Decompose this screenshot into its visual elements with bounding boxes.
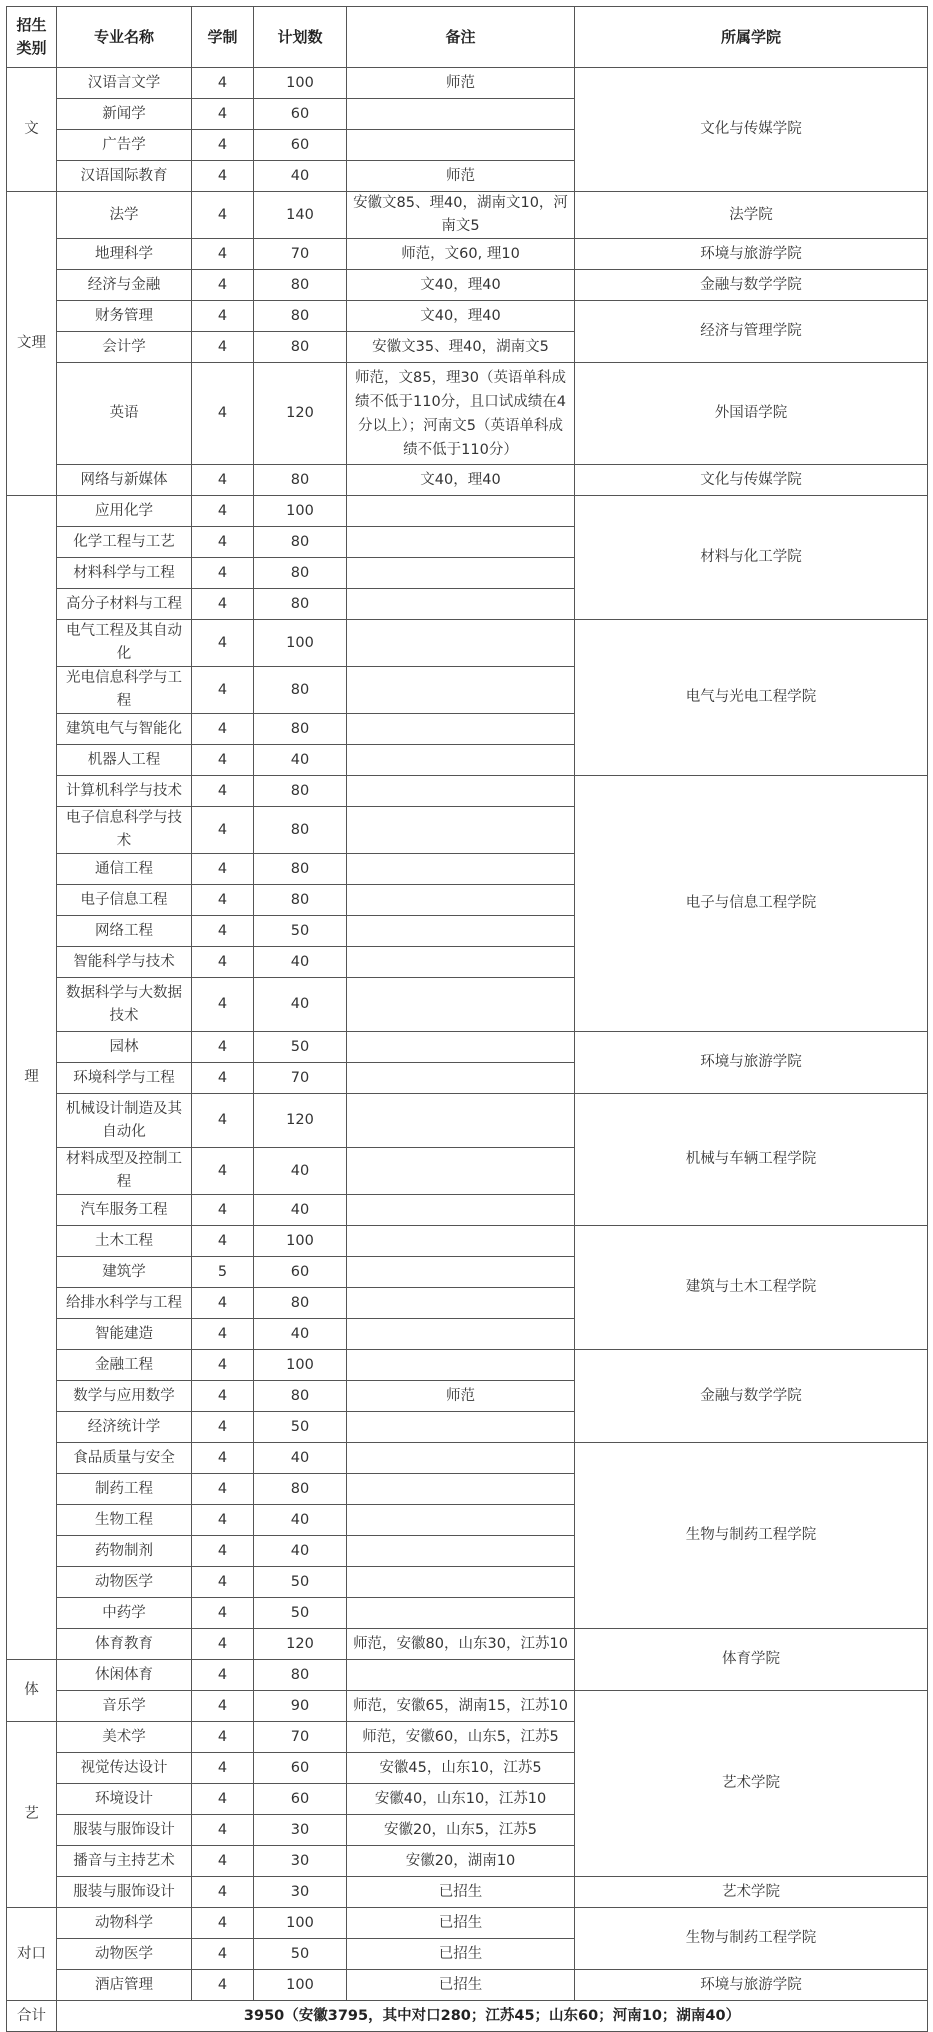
note-cell [347, 1288, 575, 1319]
note-cell: 师范，文85，理30（英语单科成绩不低于110分，且口试成绩在4分以上）；河南文5（英语单科成绩不低于110分） [347, 363, 575, 465]
major-cell: 财务管理 [57, 301, 192, 332]
plan-cell: 30 [254, 1877, 347, 1908]
years-cell: 4 [192, 332, 254, 363]
table-row [7, 301, 928, 332]
major-cell: 动物医学 [57, 1567, 192, 1598]
major-cell: 园林 [57, 1032, 192, 1063]
college-cell: 文化与传媒学院 [575, 68, 928, 192]
note-cell [347, 947, 575, 978]
major-cell: 生物工程 [57, 1505, 192, 1536]
years-cell: 4 [192, 885, 254, 916]
major-cell: 光电信息科学与工程 [57, 667, 192, 714]
major-cell: 建筑学 [57, 1257, 192, 1288]
years-cell: 4 [192, 978, 254, 1032]
major-cell: 环境设计 [57, 1784, 192, 1815]
note-cell [347, 558, 575, 589]
header-plan: 计划数 [254, 7, 347, 68]
note-cell: 安徽45，山东10，江苏5 [347, 1753, 575, 1784]
note-cell: 已招生 [347, 1877, 575, 1908]
major-cell: 动物医学 [57, 1939, 192, 1970]
plan-cell: 80 [254, 1660, 347, 1691]
note-cell [347, 1063, 575, 1094]
plan-cell: 80 [254, 527, 347, 558]
plan-cell: 40 [254, 161, 347, 192]
plan-cell: 120 [254, 363, 347, 465]
major-cell: 电子信息科学与技术 [57, 807, 192, 854]
table-row [7, 68, 928, 99]
years-cell: 4 [192, 714, 254, 745]
major-cell: 视觉传达设计 [57, 1753, 192, 1784]
plan-cell: 50 [254, 1598, 347, 1629]
plan-cell: 70 [254, 239, 347, 270]
years-cell: 4 [192, 270, 254, 301]
years-cell: 4 [192, 301, 254, 332]
note-cell [347, 776, 575, 807]
plan-cell: 80 [254, 885, 347, 916]
years-cell: 4 [192, 1753, 254, 1784]
college-cell: 电气与光电工程学院 [575, 620, 928, 776]
major-cell: 汉语言文学 [57, 68, 192, 99]
years-cell: 4 [192, 1908, 254, 1939]
note-cell [347, 1567, 575, 1598]
table-row [7, 1970, 928, 2001]
major-cell: 中药学 [57, 1598, 192, 1629]
plan-cell: 40 [254, 1443, 347, 1474]
note-cell [347, 99, 575, 130]
note-cell [347, 916, 575, 947]
table-row [7, 776, 928, 807]
note-cell: 已招生 [347, 1908, 575, 1939]
college-cell: 金融与数学学院 [575, 270, 928, 301]
plan-cell: 80 [254, 270, 347, 301]
years-cell: 4 [192, 589, 254, 620]
table-row [7, 239, 928, 270]
years-cell: 4 [192, 1815, 254, 1846]
plan-cell: 80 [254, 589, 347, 620]
major-cell: 休闲体育 [57, 1660, 192, 1691]
major-cell: 通信工程 [57, 854, 192, 885]
major-cell: 机械设计制造及其自动化 [57, 1094, 192, 1148]
header-category-line2: 类别 [16, 39, 47, 57]
table-row [7, 270, 928, 301]
note-cell [347, 1350, 575, 1381]
college-cell: 材料与化工学院 [575, 496, 928, 620]
table-row [7, 192, 928, 239]
years-cell: 4 [192, 1691, 254, 1722]
college-cell: 生物与制药工程学院 [575, 1908, 928, 1970]
plan-cell: 50 [254, 1412, 347, 1443]
table-row [7, 1350, 928, 1381]
major-cell: 法学 [57, 192, 192, 239]
note-cell [347, 885, 575, 916]
years-cell: 4 [192, 68, 254, 99]
years-cell: 4 [192, 1319, 254, 1350]
note-cell: 文40，理40 [347, 465, 575, 496]
plan-cell: 40 [254, 1319, 347, 1350]
years-cell: 4 [192, 1722, 254, 1753]
major-cell: 酒店管理 [57, 1970, 192, 2001]
note-cell [347, 1536, 575, 1567]
college-cell: 文化与传媒学院 [575, 465, 928, 496]
total-label: 合计 [7, 2001, 57, 2032]
major-cell: 音乐学 [57, 1691, 192, 1722]
years-cell: 4 [192, 1443, 254, 1474]
years-cell: 4 [192, 620, 254, 667]
note-cell: 师范，安徽65，湖南15，江苏10 [347, 1691, 575, 1722]
years-cell: 4 [192, 1505, 254, 1536]
years-cell: 4 [192, 130, 254, 161]
plan-cell: 40 [254, 745, 347, 776]
header-category [7, 7, 57, 68]
plan-cell: 140 [254, 192, 347, 239]
category-cell: 文理 [7, 192, 57, 496]
note-cell [347, 527, 575, 558]
note-cell: 安徽40，山东10，江苏10 [347, 1784, 575, 1815]
major-cell: 数据科学与大数据技术 [57, 978, 192, 1032]
college-cell: 电子与信息工程学院 [575, 776, 928, 1032]
plan-cell: 80 [254, 776, 347, 807]
years-cell: 4 [192, 1660, 254, 1691]
years-cell: 4 [192, 916, 254, 947]
note-cell [347, 620, 575, 667]
header-major: 专业名称 [57, 7, 192, 68]
major-cell: 土木工程 [57, 1226, 192, 1257]
years-cell: 4 [192, 1032, 254, 1063]
years-cell: 4 [192, 99, 254, 130]
college-cell: 环境与旅游学院 [575, 1032, 928, 1094]
note-cell: 已招生 [347, 1970, 575, 2001]
major-cell: 服装与服饰设计 [57, 1815, 192, 1846]
plan-cell: 40 [254, 1148, 347, 1195]
table-row [7, 496, 928, 527]
years-cell: 4 [192, 1474, 254, 1505]
major-cell: 智能科学与技术 [57, 947, 192, 978]
major-cell: 经济统计学 [57, 1412, 192, 1443]
plan-cell: 100 [254, 1350, 347, 1381]
plan-cell: 80 [254, 1474, 347, 1505]
plan-cell: 80 [254, 807, 347, 854]
plan-cell: 60 [254, 130, 347, 161]
note-cell [347, 1505, 575, 1536]
years-cell: 4 [192, 1970, 254, 2001]
table-row [7, 1908, 928, 1939]
years-cell: 4 [192, 1846, 254, 1877]
total-value: 3950（安徽3795，其中对口280；江苏45；山东60；河南10；湖南40） [57, 2001, 928, 2032]
category-cell: 艺 [7, 1722, 57, 1908]
major-cell: 会计学 [57, 332, 192, 363]
table-row [7, 363, 928, 465]
note-cell: 师范 [347, 68, 575, 99]
years-cell: 4 [192, 1939, 254, 1970]
category-cell: 对口 [7, 1908, 57, 2001]
plan-cell: 80 [254, 1381, 347, 1412]
years-cell: 4 [192, 1148, 254, 1195]
note-cell [347, 1319, 575, 1350]
college-cell: 经济与管理学院 [575, 301, 928, 363]
college-cell: 法学院 [575, 192, 928, 239]
header-note: 备注 [347, 7, 575, 68]
plan-cell: 80 [254, 1288, 347, 1319]
note-cell [347, 1660, 575, 1691]
note-cell: 师范，安徽80，山东30，江苏10 [347, 1629, 575, 1660]
note-cell: 师范 [347, 161, 575, 192]
note-cell: 安徽文35、理40，湖南文5 [347, 332, 575, 363]
college-cell: 生物与制药工程学院 [575, 1443, 928, 1629]
years-cell: 4 [192, 776, 254, 807]
header-college: 所属学院 [575, 7, 928, 68]
header-category-line1: 招生 [16, 16, 47, 34]
plan-cell: 80 [254, 558, 347, 589]
note-cell [347, 854, 575, 885]
table-row [7, 465, 928, 496]
note-cell [347, 1195, 575, 1226]
major-cell: 汉语国际教育 [57, 161, 192, 192]
major-cell: 电气工程及其自动化 [57, 620, 192, 667]
major-cell: 食品质量与安全 [57, 1443, 192, 1474]
years-cell: 4 [192, 1063, 254, 1094]
table-body [7, 68, 928, 2001]
major-cell: 数学与应用数学 [57, 1381, 192, 1412]
years-cell: 4 [192, 496, 254, 527]
major-cell: 英语 [57, 363, 192, 465]
plan-cell: 60 [254, 1753, 347, 1784]
note-cell [347, 1474, 575, 1505]
note-cell: 文40，理40 [347, 270, 575, 301]
major-cell: 网络工程 [57, 916, 192, 947]
college-cell: 金融与数学学院 [575, 1350, 928, 1443]
major-cell: 经济与金融 [57, 270, 192, 301]
admission-plan-table-container [6, 6, 927, 2032]
major-cell: 广告学 [57, 130, 192, 161]
table-row [7, 1443, 928, 1474]
note-cell [347, 1257, 575, 1288]
note-cell: 师范 [347, 1381, 575, 1412]
plan-cell: 50 [254, 1567, 347, 1598]
note-cell [347, 745, 575, 776]
note-cell: 安徽20，山东5，江苏5 [347, 1815, 575, 1846]
plan-cell: 100 [254, 68, 347, 99]
years-cell: 4 [192, 192, 254, 239]
major-cell: 制药工程 [57, 1474, 192, 1505]
plan-cell: 60 [254, 99, 347, 130]
years-cell: 4 [192, 1567, 254, 1598]
major-cell: 体育教育 [57, 1629, 192, 1660]
header-years: 学制 [192, 7, 254, 68]
years-cell: 5 [192, 1257, 254, 1288]
plan-cell: 30 [254, 1815, 347, 1846]
major-cell: 材料成型及控制工程 [57, 1148, 192, 1195]
plan-cell: 80 [254, 714, 347, 745]
plan-cell: 70 [254, 1722, 347, 1753]
plan-cell: 100 [254, 496, 347, 527]
major-cell: 应用化学 [57, 496, 192, 527]
years-cell: 4 [192, 745, 254, 776]
major-cell: 药物制剂 [57, 1536, 192, 1567]
table-row [7, 1032, 928, 1063]
college-cell: 环境与旅游学院 [575, 1970, 928, 2001]
years-cell: 4 [192, 667, 254, 714]
major-cell: 播音与主持艺术 [57, 1846, 192, 1877]
plan-cell: 40 [254, 978, 347, 1032]
table-row [7, 1094, 928, 1148]
major-cell: 电子信息工程 [57, 885, 192, 916]
plan-cell: 80 [254, 854, 347, 885]
major-cell: 动物科学 [57, 1908, 192, 1939]
plan-cell: 80 [254, 465, 347, 496]
total-row [7, 2001, 928, 2032]
years-cell: 4 [192, 527, 254, 558]
category-cell: 理 [7, 496, 57, 1660]
years-cell: 4 [192, 558, 254, 589]
note-cell [347, 130, 575, 161]
note-cell [347, 496, 575, 527]
note-cell: 文40，理40 [347, 301, 575, 332]
table-row [7, 1691, 928, 1722]
years-cell: 4 [192, 1412, 254, 1443]
major-cell: 高分子材料与工程 [57, 589, 192, 620]
major-cell: 环境科学与工程 [57, 1063, 192, 1094]
note-cell [347, 589, 575, 620]
years-cell: 4 [192, 1598, 254, 1629]
plan-cell: 40 [254, 1505, 347, 1536]
years-cell: 4 [192, 1629, 254, 1660]
plan-cell: 120 [254, 1094, 347, 1148]
major-cell: 美术学 [57, 1722, 192, 1753]
plan-cell: 100 [254, 1226, 347, 1257]
note-cell [347, 1443, 575, 1474]
college-cell: 艺术学院 [575, 1691, 928, 1877]
major-cell: 网络与新媒体 [57, 465, 192, 496]
note-cell [347, 1412, 575, 1443]
major-cell: 金融工程 [57, 1350, 192, 1381]
years-cell: 4 [192, 465, 254, 496]
plan-cell: 90 [254, 1691, 347, 1722]
note-cell [347, 1226, 575, 1257]
note-cell: 安徽20，湖南10 [347, 1846, 575, 1877]
major-cell: 计算机科学与技术 [57, 776, 192, 807]
note-cell [347, 714, 575, 745]
major-cell: 汽车服务工程 [57, 1195, 192, 1226]
years-cell: 4 [192, 947, 254, 978]
years-cell: 4 [192, 1094, 254, 1148]
plan-cell: 60 [254, 1784, 347, 1815]
note-cell [347, 978, 575, 1032]
years-cell: 4 [192, 807, 254, 854]
years-cell: 4 [192, 1381, 254, 1412]
plan-cell: 50 [254, 1939, 347, 1970]
plan-cell: 80 [254, 667, 347, 714]
years-cell: 4 [192, 1536, 254, 1567]
major-cell: 新闻学 [57, 99, 192, 130]
major-cell: 建筑电气与智能化 [57, 714, 192, 745]
plan-cell: 50 [254, 1032, 347, 1063]
table-row [7, 1226, 928, 1257]
years-cell: 4 [192, 1288, 254, 1319]
college-cell: 体育学院 [575, 1629, 928, 1691]
years-cell: 4 [192, 1226, 254, 1257]
table-row [7, 620, 928, 667]
years-cell: 4 [192, 1195, 254, 1226]
years-cell: 4 [192, 363, 254, 465]
years-cell: 4 [192, 1350, 254, 1381]
major-cell: 机器人工程 [57, 745, 192, 776]
plan-cell: 30 [254, 1846, 347, 1877]
note-cell: 已招生 [347, 1939, 575, 1970]
plan-cell: 70 [254, 1063, 347, 1094]
note-cell [347, 1032, 575, 1063]
years-cell: 4 [192, 854, 254, 885]
plan-cell: 50 [254, 916, 347, 947]
major-cell: 化学工程与工艺 [57, 527, 192, 558]
major-cell: 材料科学与工程 [57, 558, 192, 589]
plan-cell: 60 [254, 1257, 347, 1288]
years-cell: 4 [192, 1877, 254, 1908]
category-cell: 文 [7, 68, 57, 192]
table-row [7, 1877, 928, 1908]
years-cell: 4 [192, 161, 254, 192]
table-header-row [7, 7, 928, 68]
college-cell: 机械与车辆工程学院 [575, 1094, 928, 1226]
college-cell: 外国语学院 [575, 363, 928, 465]
major-cell: 服装与服饰设计 [57, 1877, 192, 1908]
note-cell [347, 1598, 575, 1629]
college-cell: 建筑与土木工程学院 [575, 1226, 928, 1350]
note-cell [347, 807, 575, 854]
plan-cell: 100 [254, 1908, 347, 1939]
plan-cell: 80 [254, 332, 347, 363]
years-cell: 4 [192, 239, 254, 270]
years-cell: 4 [192, 1784, 254, 1815]
plan-cell: 40 [254, 1536, 347, 1567]
college-cell: 环境与旅游学院 [575, 239, 928, 270]
category-cell: 体 [7, 1660, 57, 1722]
major-cell: 给排水科学与工程 [57, 1288, 192, 1319]
admission-plan-table [6, 6, 928, 2032]
plan-cell: 100 [254, 1970, 347, 2001]
plan-cell: 40 [254, 1195, 347, 1226]
college-cell: 艺术学院 [575, 1877, 928, 1908]
note-cell: 师范，文60, 理10 [347, 239, 575, 270]
note-cell [347, 1094, 575, 1148]
note-cell: 师范，安徽60，山东5，江苏5 [347, 1722, 575, 1753]
note-cell [347, 667, 575, 714]
note-cell [347, 1148, 575, 1195]
note-cell: 安徽文85、理40，湖南文10，河南文5 [347, 192, 575, 239]
plan-cell: 40 [254, 947, 347, 978]
major-cell: 智能建造 [57, 1319, 192, 1350]
plan-cell: 120 [254, 1629, 347, 1660]
plan-cell: 80 [254, 301, 347, 332]
plan-cell: 100 [254, 620, 347, 667]
major-cell: 地理科学 [57, 239, 192, 270]
table-row [7, 1629, 928, 1660]
